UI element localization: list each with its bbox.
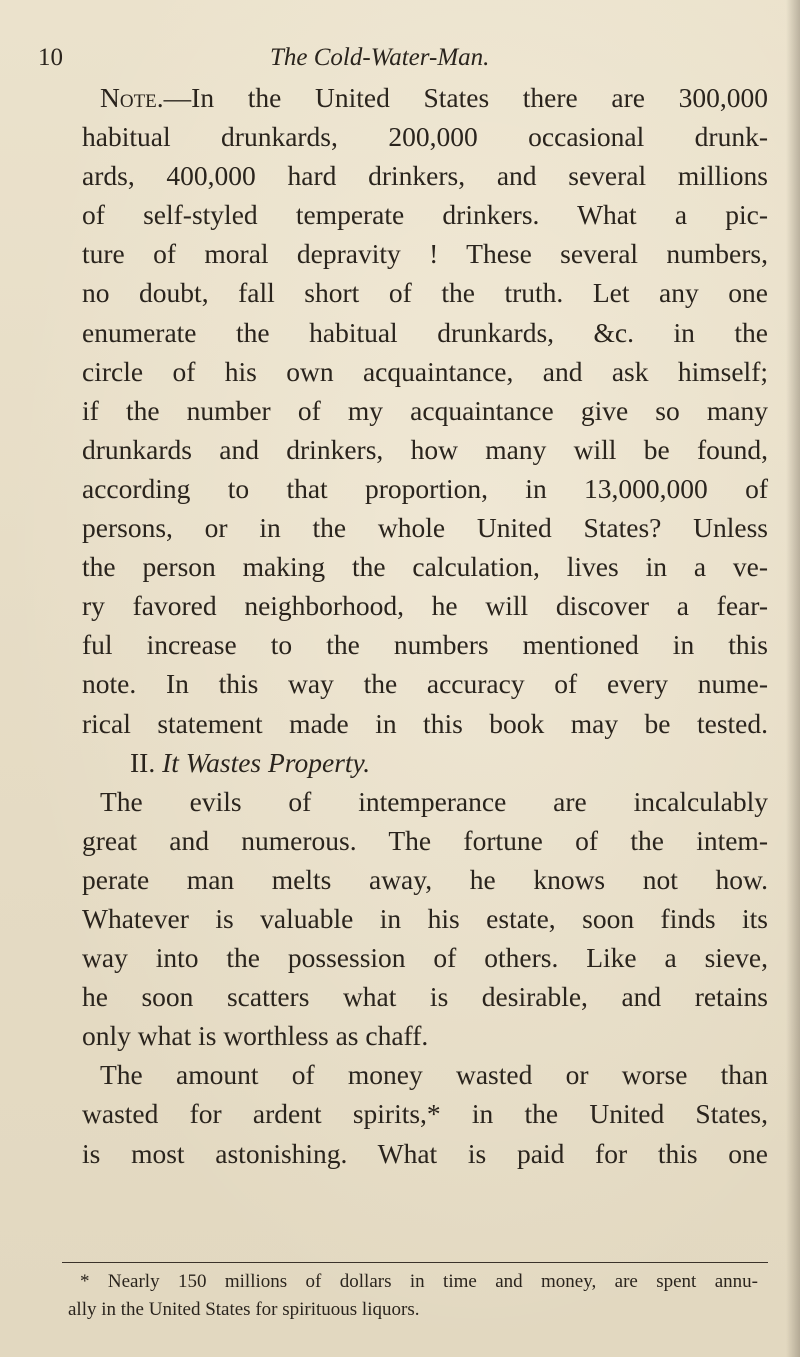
paragraph-line: is most astonishing. What is paid for this one [82, 1137, 768, 1169]
paragraph-line: The amount of money wasted or worse than [100, 1059, 768, 1091]
note-line: ture of moral depravity ! These several numbers, [82, 238, 768, 270]
paragraph-line: Whatever is valuable in his estate, soon finds its [82, 902, 768, 934]
paragraph-line: The evils of intemperance are incalculably [100, 785, 768, 817]
note-line: if the number of my acquaintance give so many [82, 394, 768, 426]
paragraph-line: perate man melts away, he knows not how. [82, 863, 768, 895]
note-line: drunkards and drinkers, how many will be found, [82, 433, 768, 465]
note-line: persons, or in the whole United States? Unless [82, 512, 768, 544]
footnote-line: ally in the United States for spirituous liquors. [68, 1299, 420, 1320]
note-line: ards, 400,000 hard drinkers, and several millions [82, 160, 768, 192]
page-header [38, 44, 768, 80]
section-title: It Wastes Property. [162, 746, 371, 778]
section-number: II. [130, 746, 156, 778]
page-edge-shadow [786, 0, 800, 1357]
paragraph-line: way into the possession of others. Like a sieve, [82, 942, 768, 974]
paragraph-line: he soon scatters what is desirable, and retains [82, 981, 768, 1013]
footnote-divider [62, 1262, 768, 1263]
section-heading [38, 743, 768, 782]
paragraph-line: only what is worthless as chaff. [82, 1020, 429, 1052]
running-head: The Cold-Water-Man. [270, 44, 490, 71]
paragraph-line: great and numerous. The fortune of the intem- [82, 824, 768, 856]
note-line: rical statement made in this book may be tested. [82, 707, 768, 739]
footnote [68, 1268, 758, 1324]
note-line: no doubt, fall short of the truth. Let any one [82, 277, 768, 309]
note-line: according to that proportion, in 13,000,000 of [82, 472, 768, 504]
note-line: note. In this way the accuracy of every nume- [82, 668, 768, 700]
note-line [38, 78, 768, 117]
note-line-text: —In the United States there are 300,000 [163, 82, 768, 113]
footnote-line: * Nearly 150 millions of dollars in time and money, are spent annu- [80, 1271, 758, 1292]
note-line: the person making the calculation, lives in a ve- [82, 551, 768, 583]
note-label: Note. [100, 82, 164, 113]
note-line: of self-styled temperate drinkers. What a pic- [82, 199, 768, 231]
note-line: circle of his own acquaintance, and ask himself; [82, 355, 768, 387]
note-line: enumerate the habitual drunkards, &c. in the [82, 316, 768, 348]
note-line: ry favored neighborhood, he will discover a fear- [82, 590, 768, 622]
body-text [38, 78, 768, 1173]
note-line: ful increase to the numbers mentioned in this [82, 629, 768, 661]
paragraph-line: wasted for ardent spirits,* in the United States, [82, 1098, 768, 1130]
note-line: habitual drunkards, 200,000 occasional drunk- [82, 121, 768, 153]
page-number: 10 [38, 44, 63, 71]
